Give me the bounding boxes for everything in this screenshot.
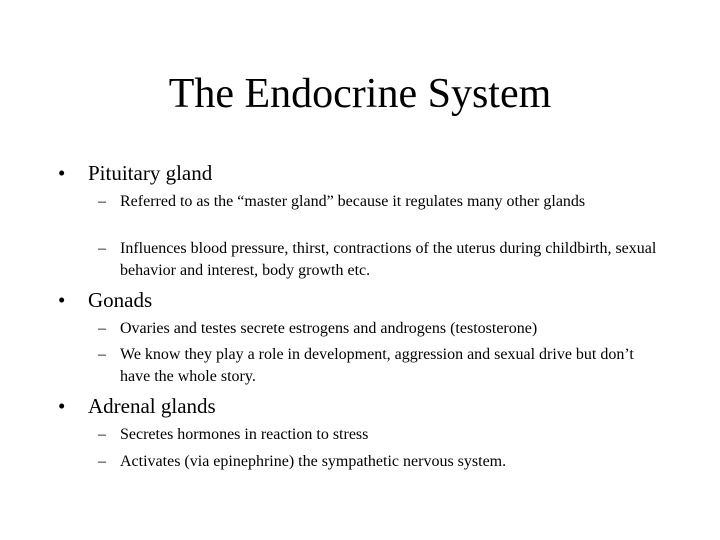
sub-bullet-dash: – xyxy=(98,426,106,443)
bullet-pituitary-gland xyxy=(58,160,212,186)
bullet-adrenal-glands xyxy=(58,393,216,419)
sub-bullet-text: We know they play a role in development, aggression and sexual drive but don’t have the whole story. xyxy=(120,346,634,385)
bullet-dot: • xyxy=(58,161,66,185)
sub-bullet xyxy=(98,238,658,282)
bullet-label: Gonads xyxy=(88,288,153,312)
sub-bullet-dash: – xyxy=(98,240,106,257)
sub-bullet-text: Ovaries and testes secrete estrogens and androgens (testosterone) xyxy=(120,320,538,337)
sub-bullet xyxy=(98,424,658,446)
sub-bullet-text: Referred to as the “master gland” because it regulates many other glands xyxy=(120,193,586,210)
sub-bullet-text: Secretes hormones in reaction to stress xyxy=(120,426,369,443)
sub-bullet xyxy=(98,451,658,473)
sub-bullet-dash: – xyxy=(98,193,106,210)
sub-bullet-text: Influences blood pressure, thirst, contractions of the uterus during childbirth, sexual behavior and interest, body growth etc. xyxy=(120,240,657,279)
sub-bullet-dash: – xyxy=(98,346,106,363)
sub-bullet xyxy=(98,318,658,340)
bullet-dot: • xyxy=(58,288,66,312)
sub-bullet xyxy=(98,344,658,388)
bullet-label: Adrenal glands xyxy=(88,394,216,418)
bullet-label: Pituitary gland xyxy=(88,161,213,185)
sub-bullet-dash: – xyxy=(98,320,106,337)
slide-title: The Endocrine System xyxy=(168,71,552,117)
sub-bullet-text: Activates (via epinephrine) the sympathetic nervous system. xyxy=(120,453,507,470)
sub-bullet xyxy=(98,191,658,213)
bullet-dot: • xyxy=(58,394,66,418)
sub-bullet-dash: – xyxy=(98,453,106,470)
bullet-gonads xyxy=(58,287,152,313)
